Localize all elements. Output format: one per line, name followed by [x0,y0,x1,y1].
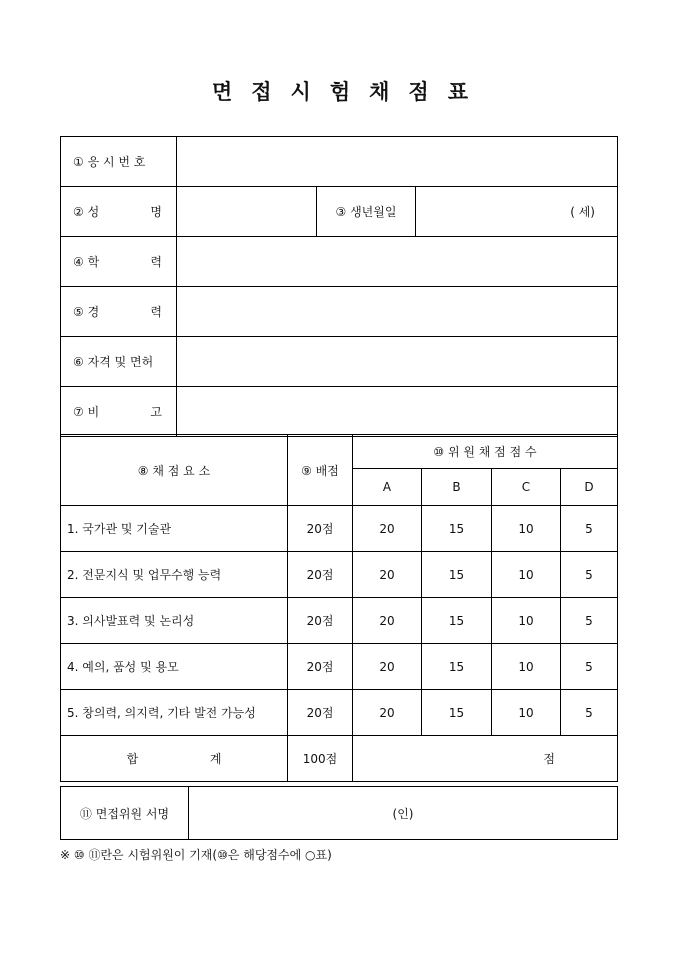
points-header: ⑨ 배점 [288,435,353,506]
exam-number-label: ① 응 시 번 호 [61,137,177,187]
score-a[interactable]: 20 [353,552,422,598]
total-label [61,736,288,782]
points-cell: 20점 [288,598,353,644]
remarks-label-start: ⑦ 비 [73,405,100,419]
criteria-item: 2. 전문지식 및 업무수행 능력 [61,552,288,598]
name-label-end: 명 [150,205,162,219]
total-label-1: 합 [126,752,139,766]
points-cell: 20점 [288,644,353,690]
footnote: ※ ⑩ ⑪란은 시험위원이 기재(⑩은 해당점수에 ○표) [60,848,332,862]
score-table [60,434,618,782]
score-c[interactable]: 10 [492,552,561,598]
total-points: 100점 [288,736,353,782]
page-title: 면접시험채점표 [211,79,487,104]
points-cell: 20점 [288,552,353,598]
score-a[interactable]: 20 [353,644,422,690]
table-row [61,598,618,644]
score-a[interactable]: 20 [353,690,422,736]
score-d[interactable]: 5 [561,690,618,736]
remarks-label [61,387,177,437]
criteria-item: 4. 예의, 품성 및 용모 [61,644,288,690]
education-field[interactable] [177,237,618,287]
score-b[interactable]: 15 [422,506,492,552]
birth-field[interactable]: ( 세) [416,187,618,237]
table-row [61,552,618,598]
points-cell: 20점 [288,690,353,736]
committee-score-header: ⑩ 위 원 채 점 점 수 [353,435,618,469]
signature-label: ⑪ 면접위원 서명 [61,787,189,840]
grade-header-a: A [353,469,422,506]
score-b[interactable]: 15 [422,690,492,736]
criteria-header: ⑧ 채 점 요 소 [61,435,288,506]
score-d[interactable]: 5 [561,552,618,598]
career-field[interactable] [177,287,618,337]
score-b[interactable]: 15 [422,552,492,598]
score-d[interactable]: 5 [561,506,618,552]
grade-header-b: B [422,469,492,506]
criteria-item: 1. 국가관 및 기술관 [61,506,288,552]
career-label-end: 력 [150,305,162,319]
score-c[interactable]: 10 [492,690,561,736]
table-row [61,690,618,736]
criteria-item: 5. 창의력, 의지력, 기타 발전 가능성 [61,690,288,736]
seal-mark: (인) [392,806,414,821]
birth-label: ③ 생년월일 [317,187,416,237]
points-cell: 20점 [288,506,353,552]
remarks-field[interactable] [177,387,618,437]
license-label: ⑥ 자격 및 면허 [61,337,177,387]
signature-field[interactable] [189,787,618,840]
name-label [61,187,177,237]
career-label [61,287,177,337]
score-d[interactable]: 5 [561,644,618,690]
score-b[interactable]: 15 [422,598,492,644]
total-score-unit: 점 [543,752,555,766]
career-label-start: ⑤ 경 [73,305,100,319]
education-label-end: 력 [150,255,162,269]
license-field[interactable] [177,337,618,387]
score-c[interactable]: 10 [492,598,561,644]
name-field[interactable] [177,187,317,237]
score-a[interactable]: 20 [353,506,422,552]
applicant-info-table [60,136,618,437]
education-label-start: ④ 학 [73,255,100,269]
criteria-item: 3. 의사발표력 및 논리성 [61,598,288,644]
total-row [61,736,618,782]
remarks-label-end: 고 [150,405,162,419]
education-label [61,237,177,287]
grade-header-c: C [492,469,561,506]
signature-table [60,786,618,840]
exam-number-field[interactable] [177,137,618,187]
score-a[interactable]: 20 [353,598,422,644]
grade-header-d: D [561,469,618,506]
table-row [61,506,618,552]
score-c[interactable]: 10 [492,644,561,690]
name-label-start: ② 성 [73,205,100,219]
total-score-field[interactable] [353,736,618,782]
score-d[interactable]: 5 [561,598,618,644]
score-b[interactable]: 15 [422,644,492,690]
table-row [61,644,618,690]
total-label-2: 계 [209,752,222,766]
score-c[interactable]: 10 [492,506,561,552]
